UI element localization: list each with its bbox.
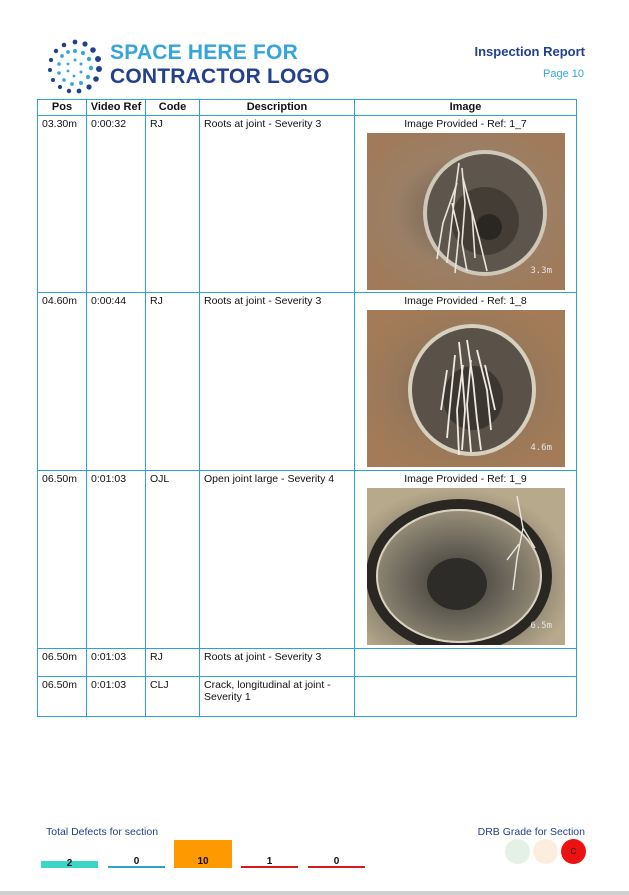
drb-grade-a-circle <box>505 839 530 864</box>
report-title: Inspection Report <box>474 44 585 59</box>
column-header-image: Image <box>355 100 577 116</box>
image-caption: Image Provided - Ref: 1_9 <box>404 473 527 485</box>
defect-count-grade-3 <box>174 840 232 868</box>
cell-image <box>355 293 577 471</box>
cell-pos: 04.60m <box>38 293 87 471</box>
cell-video-ref: 0:01:03 <box>87 677 146 717</box>
page-number: Page 10 <box>543 68 584 80</box>
cell-code: RJ <box>146 116 200 293</box>
drb-grade-label: DRB Grade for Section <box>477 826 585 838</box>
cell-code: RJ <box>146 293 200 471</box>
image-overlay-distance: 3.3m <box>529 266 552 276</box>
column-header-pos: Pos <box>38 100 87 116</box>
cctv-image-open-joint[interactable] <box>367 488 565 645</box>
cell-video-ref: 0:00:44 <box>87 293 146 471</box>
logo-line-1: SPACE HERE FOR <box>110 41 298 64</box>
logo-text <box>110 41 330 89</box>
page-footer-rule <box>0 891 629 895</box>
count-value: 2 <box>66 858 73 869</box>
cell-image <box>355 677 577 717</box>
column-header-video-ref: Video Ref <box>87 100 146 116</box>
drb-grade-c-circle: C <box>561 839 586 864</box>
table-row <box>38 293 577 471</box>
image-caption: Image Provided - Ref: 1_8 <box>404 295 527 307</box>
cell-description: Crack, longitudinal at joint - Severity 1 <box>200 677 355 717</box>
defect-count-grade-2 <box>108 858 165 868</box>
image-overlay-distance: 4.6m <box>529 443 552 453</box>
cell-pos: 06.50m <box>38 649 87 677</box>
cell-code: CLJ <box>146 677 200 717</box>
cell-pos: 03.30m <box>38 116 87 293</box>
cell-code: OJL <box>146 471 200 649</box>
cell-video-ref: 0:01:03 <box>87 471 146 649</box>
contractor-logo <box>44 38 344 96</box>
logo-dots-icon <box>44 38 106 96</box>
table-row <box>38 649 577 677</box>
defect-count-grade-5 <box>308 858 365 868</box>
defects-table <box>37 99 577 717</box>
cell-video-ref: 0:00:32 <box>87 116 146 293</box>
cctv-image-roots[interactable] <box>367 310 565 467</box>
drb-grade-b-circle <box>533 839 558 864</box>
cell-image <box>355 649 577 677</box>
table-row <box>38 471 577 649</box>
cell-video-ref: 0:01:03 <box>87 649 146 677</box>
count-value: 0 <box>133 856 140 867</box>
cell-pos: 06.50m <box>38 677 87 717</box>
logo-line-2: CONTRACTOR LOGO <box>110 65 330 88</box>
cell-pos: 06.50m <box>38 471 87 649</box>
cell-description: Roots at joint - Severity 3 <box>200 649 355 677</box>
column-header-code: Code <box>146 100 200 116</box>
cell-description: Open joint large - Severity 4 <box>200 471 355 649</box>
column-header-description: Description <box>200 100 355 116</box>
cctv-image-roots[interactable] <box>367 133 565 290</box>
table-row <box>38 677 577 717</box>
count-value: 0 <box>333 856 340 867</box>
cell-code: RJ <box>146 649 200 677</box>
defect-count-grade-4 <box>241 858 298 868</box>
count-value: 1 <box>266 856 273 867</box>
image-overlay-distance: 6.5m <box>529 621 552 631</box>
defect-count-grade-1 <box>41 858 98 868</box>
total-defects-label: Total Defects for section <box>46 826 159 838</box>
cell-image <box>355 116 577 293</box>
count-value: 10 <box>197 856 209 867</box>
cell-image <box>355 471 577 649</box>
cell-description: Roots at joint - Severity 3 <box>200 116 355 293</box>
cell-description: Roots at joint - Severity 3 <box>200 293 355 471</box>
table-header-row <box>38 100 577 116</box>
table-row <box>38 116 577 293</box>
image-caption: Image Provided - Ref: 1_7 <box>404 118 527 130</box>
